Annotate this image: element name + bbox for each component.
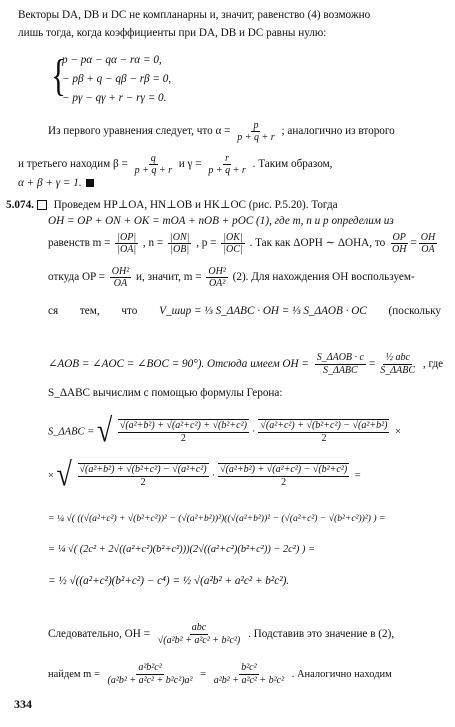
beta-fraction: $\frac{q}{p + q + r}$ — [134, 153, 172, 176]
problem-number: 5.074. — [6, 199, 34, 211]
op-line: откуда OP = $\frac{\text{OH²}}{OA}$ и, значит, m = $\frac{\text{OH²}}{\text{OA²}}$ (2). Для нахождения OH воспользуем- — [48, 266, 415, 289]
brace-icon: { — [51, 51, 66, 100]
sqrt-icon: √ — [96, 412, 113, 450]
sum-line: α + β + γ = 1. — [18, 176, 441, 190]
heron-fraction-3: $\frac{\text{√(a²+b²) + √(b²+c²) − √(a²+c²)}}{2}$ — [79, 464, 207, 488]
first-equation-line: Из первого уравнения следует, что α = $\frac{p}{p + q + r}$ ; аналогично из второго — [48, 120, 395, 143]
system-row-3: − pγ − qγ + r − rγ = 0. — [62, 92, 167, 104]
m-fraction: $\frac{|OP|}{|OA|}$ — [117, 232, 137, 255]
heron-line-3: = ¼ √( ((√(a²+c²) + √(b²+c²))² − (√(a²+b²))²)((√(a²+b²))² − (√(a²+c²) − √(b²+c²))²) ) = — [48, 513, 386, 524]
heron-fraction-4: $\frac{\text{√(a²+b²) + √(a²+c²) − √(b²+c²)}}{2}$ — [220, 464, 348, 488]
heron-intro-line: S_ΔABC вычислим с помощью формулы Герона: — [48, 387, 283, 399]
heron-line-2: × √ $\frac{\text{√(a²+b²) + √(b²+c²) − √(a²+c²)}}{2}$ · $\frac{\text{√(a²+b²) + √(a²+c²) − √(b²+c²)}}{2}$ = — [48, 456, 361, 494]
n-fraction: $\frac{|ON|}{|OB|}$ — [170, 232, 190, 255]
ratio-op-oh: $\frac{OP}{OH}$ — [391, 232, 407, 255]
m-result-fraction-2: $\frac{\text{b²c²}}{\text{a²b² + a²c² + b²c²}}$ — [213, 662, 285, 686]
p-fraction: $\frac{|OK|}{|OC|}$ — [223, 232, 243, 255]
intro-line-2: лишь тогда, когда коэффициенты при DA, DB и DC равны нулю: — [18, 27, 327, 39]
third-line: и третьего находим β = $\frac{q}{p + q + r}$ и γ = $\frac{r}{p + q + r}$ . Таким образом, — [18, 153, 333, 176]
oh-fraction: $\frac{\text{S\_ΔAOB · c}}{\text{S\_ΔABC}}$ — [316, 352, 364, 376]
page-number: 334 — [14, 697, 32, 711]
square-box-icon — [37, 200, 47, 210]
angle-line: ∠AOB = ∠AOC = ∠BOC = 90°). Отсюда имеем OH = $\frac{\text{S\_ΔAOB · c}}{\text{S\_ΔABC}}$ = $\frac{\text{½ abc}}{\text{S\_ΔABC}}$ , где — [48, 352, 444, 376]
system-row-1: p − pα − qα − rα = 0, — [62, 54, 162, 66]
heron-line-4: = ¼ √( (2c² + 2√((a²+c²)(b²+c²)))(2√((a²+c²)(b²+c²)) − 2c²) ) = — [48, 544, 316, 555]
op-fraction: $\frac{\text{OH²}}{OA}$ — [111, 266, 130, 289]
alpha-fraction: $\frac{p}{p + q + r}$ — [237, 120, 275, 143]
heron-fraction-1: $\frac{\text{√(a²+b²) + √(a²+c²) + √(b²+c²)}}{2}$ — [119, 420, 247, 444]
heron-fraction-2: $\frac{\text{√(a²+c²) + √(b²+c²) − √(a²+b²)}}{2}$ — [260, 420, 388, 444]
system-row-2: − pβ + q − qβ − rβ = 0, — [62, 73, 172, 85]
oh-result-fraction: $\frac{\text{abc}}{\text{√(a²b² + a²c² + b²c²)}}$ — [157, 622, 241, 646]
m2-fraction: $\frac{\text{OH²}}{\text{OA²}}$ — [208, 266, 226, 289]
oh-fraction-2: $\frac{\text{½ abc}}{\text{S\_ΔABC}}$ — [380, 352, 416, 376]
problem-line-1: 5.074. Проведем HP⊥OA, HN⊥OB и HK⊥OC (рис. P.5.20). Тогда — [6, 199, 338, 211]
qed-square-icon — [86, 179, 94, 187]
gamma-fraction: $\frac{r}{p + q + r}$ — [208, 153, 246, 176]
problem-line-2: OH = OP + ON + OK = mOA + nOB + pOC (1), где m, n и p определим из — [48, 215, 394, 227]
volume-line: ся тем, что V_шир = ⅓ S_ΔABC · OH = ⅓ S_ΔAOB · OC (поскольку — [48, 305, 441, 317]
consequently-line: Следовательно, OH = $\frac{\text{abc}}{\text{√(a²b² + a²c² + b²c²)}}$ . Подставив это значение в (2), — [48, 622, 395, 646]
sqrt-icon: √ — [56, 456, 72, 494]
volume-formula: V_шир = ⅓ S_ΔABC · OH = ⅓ S_ΔAOB · OC — [159, 305, 367, 317]
problem-line-3: равенств m = $\frac{|OP|}{|OA|}$ , n = $\frac{|ON|}{|OB|}$ , p = $\frac{|OK|}{|OC|}$ . Так как ΔOPH ∼ ΔOHA, то $\frac{OP}{OH}$ = $\frac{OH}{OA}$ — [48, 232, 436, 255]
find-m-line: найдем m = $\frac{\text{a²b²c²}}{\text{(a²b² + a²c² + b²c²)a²}}$ = $\frac{\text{b²c²}}{\text{a²b² + a²c² + b²c²}}$ . Аналогично находим — [48, 662, 392, 686]
ratio-oh-oa: $\frac{OH}{OA}$ — [420, 232, 436, 255]
heron-line-1: S_ΔABC = √ $\frac{\text{√(a²+b²) + √(a²+c²) + √(b²+c²)}}{2}$ · $\frac{\text{√(a²+c²) + √(b²+c²) − √(a²+b²)}}{2}$ × — [48, 412, 402, 450]
heron-line-5: = ½ √((a²+c²)(b²+c²) − c⁴) = ½ √(a²b² + a²c² + b²c²). — [48, 575, 290, 587]
intro-line-1: Векторы DA, DB и DC не компланарны и, значит, равенство (4) возможно — [18, 9, 371, 21]
m-result-fraction-1: $\frac{\text{a²b²c²}}{\text{(a²b² + a²c² + b²c²)a²}}$ — [107, 662, 193, 686]
